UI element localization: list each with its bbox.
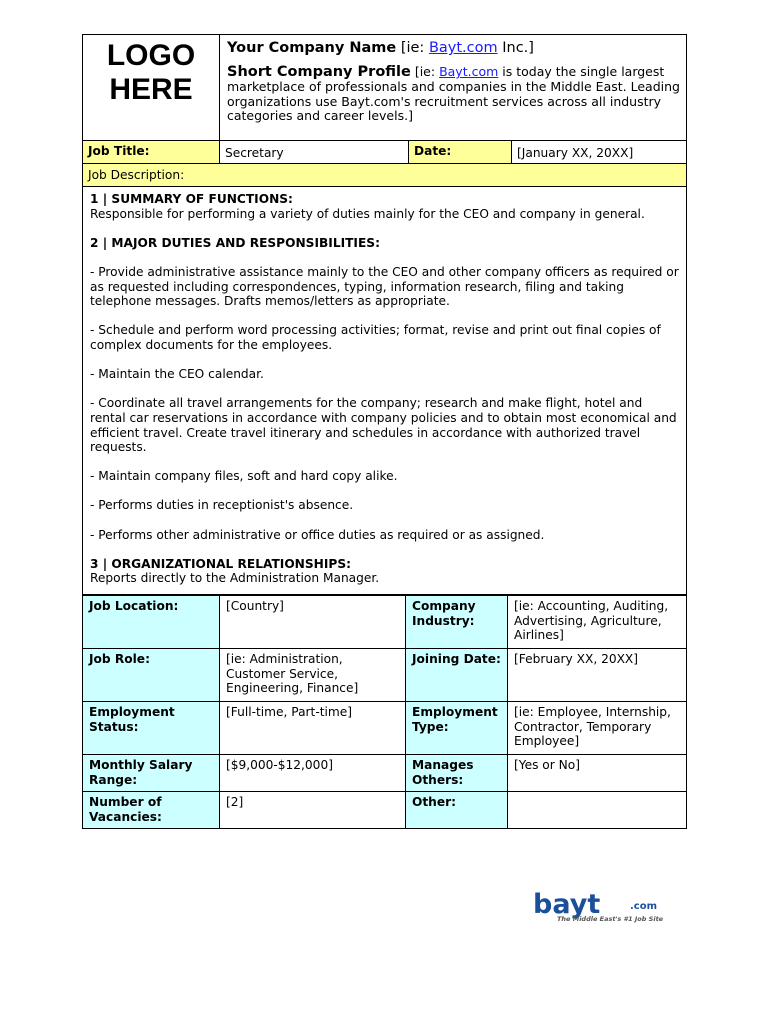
salary-range-label: Monthly Salary Range:: [83, 755, 220, 792]
table-row: [83, 792, 687, 829]
bayt-logo-suffix: .com: [630, 901, 658, 912]
logo-line-1: LOGO: [106, 39, 196, 72]
joining-date-label: Joining Date:: [406, 649, 508, 702]
other-label: Other:: [406, 792, 508, 829]
logo-line-2: HERE: [109, 73, 193, 106]
duty-item: - Maintain the CEO calendar.: [90, 367, 264, 382]
duty-item: - Performs duties in receptionist's absence.: [90, 498, 354, 513]
table-row: [83, 755, 687, 792]
job-title-value: Secretary: [220, 141, 409, 164]
company-profile: [227, 65, 680, 124]
company-profile-link[interactable]: Bayt.com: [439, 64, 499, 79]
job-title-label: Job Title:: [83, 141, 220, 164]
company-name-label: Your Company Name: [227, 40, 397, 56]
date-value: [January XX, 20XX]: [512, 141, 687, 164]
duty-item: - Coordinate all travel arrangements for the company; research and make flight, hotel and rental car reservations in accordance with company policies and to obtain most economical and efficient travel. Create travel itinerary and schedules in accordance with authorized travel requests.: [90, 396, 677, 455]
joining-date-value: [February XX, 20XX]: [508, 649, 687, 702]
company-profile-label: Short Company Profile: [227, 64, 411, 80]
manages-others-label: Manages Others:: [406, 755, 508, 792]
company-info: [220, 35, 687, 141]
header-table: [82, 34, 687, 595]
company-name-post: Inc.]: [497, 40, 534, 56]
bayt-logo-tagline: The Middle East's #1 Job Site: [557, 915, 664, 923]
duties-heading: 2 | MAJOR DUTIES AND RESPONSIBILITIES:: [90, 235, 380, 250]
manages-others-value: [Yes or No]: [508, 755, 687, 792]
duty-item: - Provide administrative assistance mainly to the CEO and other company officers as required or as requested including correspondences, typing, information research, filing and taking telephone messages. Drafts memos/letters as appropriate.: [90, 264, 679, 309]
job-location-value: [Country]: [220, 596, 406, 649]
employment-status-value: [Full-time, Part-time]: [220, 702, 406, 755]
table-row: [83, 596, 687, 649]
company-profile-pre: [ie:: [410, 64, 440, 79]
job-description-label: Job Description:: [83, 164, 687, 187]
company-profile-text: is today the single largest marketplace of professionals and companies in the Middle East. Leading organizations use Bayt.com's recruitment services across all industry categories and career levels.]: [227, 64, 680, 124]
vacancies-value: [2]: [220, 792, 406, 829]
job-details-table: [82, 595, 687, 829]
job-description-body: [83, 187, 687, 595]
employment-type-label: Employment Type:: [406, 702, 508, 755]
company-name-pre: [ie:: [396, 40, 429, 56]
vacancies-label: Number of Vacancies:: [83, 792, 220, 829]
duty-item: - Performs other administrative or office duties as required or as assigned.: [90, 527, 545, 542]
company-name-link[interactable]: Bayt.com: [428, 40, 498, 56]
summary-text: Responsible for performing a variety of duties mainly for the CEO and company in general.: [90, 206, 645, 221]
job-description-document: [82, 34, 686, 829]
bayt-logo: [533, 889, 675, 926]
job-role-value: [ie: Administration, Customer Service, Engineering, Finance]: [220, 649, 406, 702]
company-industry-value: [ie: Accounting, Auditing, Advertising, Agriculture, Airlines]: [508, 596, 687, 649]
job-location-label: Job Location:: [83, 596, 220, 649]
employment-status-label: Employment Status:: [83, 702, 220, 755]
duty-item: - Maintain company files, soft and hard copy alike.: [90, 469, 398, 484]
job-role-label: Job Role:: [83, 649, 220, 702]
relationships-text: Reports directly to the Administration Manager.: [90, 571, 380, 586]
table-row: [83, 702, 687, 755]
logo-placeholder: [83, 35, 220, 141]
other-value: [508, 792, 687, 829]
duty-item: - Schedule and perform word processing activities; format, revise and print out final copies of complex documents for the employees.: [90, 323, 661, 352]
relationships-heading: 3 | ORGANIZATIONAL RELATIONSHIPS:: [90, 556, 351, 571]
employment-type-value: [ie: Employee, Internship, Contractor, Temporary Employee]: [508, 702, 687, 755]
bayt-logo-wordmark: bayt: [533, 889, 601, 920]
summary-heading: 1 | SUMMARY OF FUNCTIONS:: [90, 192, 293, 206]
table-row: [83, 649, 687, 702]
date-label: Date:: [409, 141, 512, 164]
company-name-line: [227, 39, 680, 57]
company-industry-label: Company Industry:: [406, 596, 508, 649]
salary-range-value: [$9,000-$12,000]: [220, 755, 406, 792]
